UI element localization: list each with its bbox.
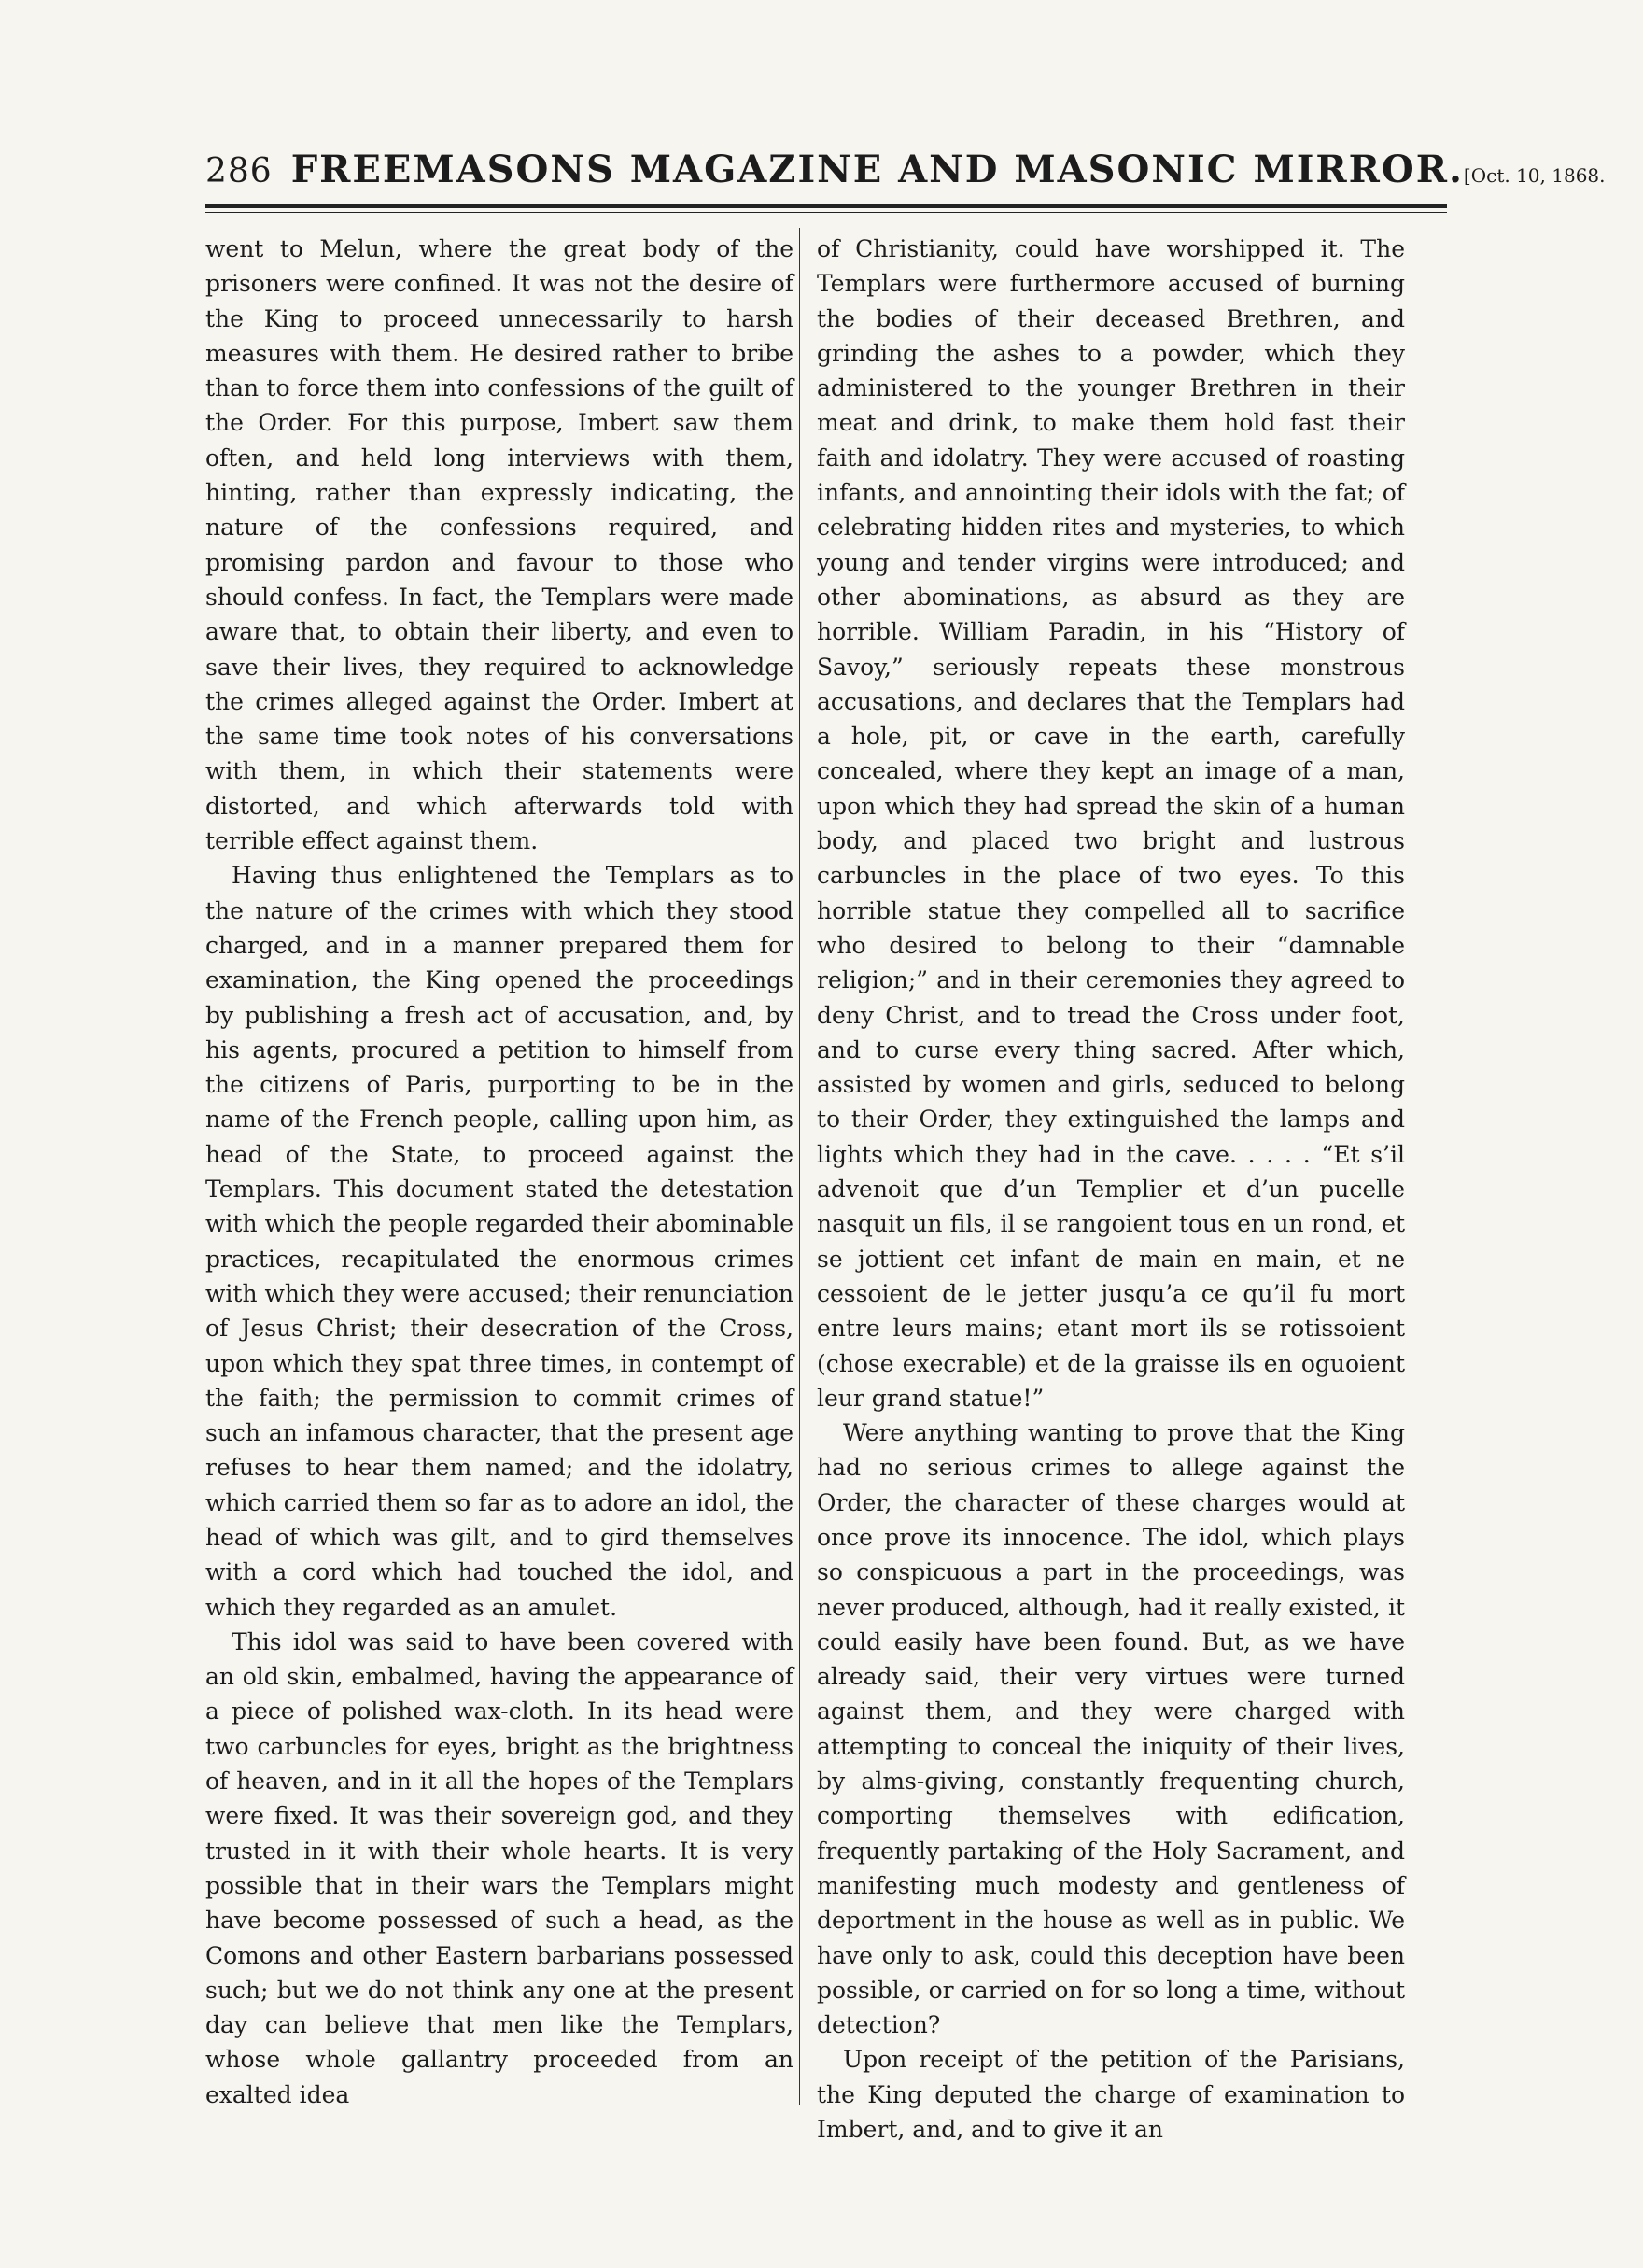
column-divider [799, 228, 800, 2105]
paragraph: This idol was said to have been covered with an old skin, embalmed, having the appearance of a piece of polished wax-cloth. In its head were two carbuncles for eyes, bright as the brightness of heaven, and in it all the hopes of the Templars were fixed. It was their sovereign god, and they trusted in it with their whole hearts. It is very possible that in their wars the Templars might have become possessed of such a head, as the Comons and other Eastern barbarians possessed such; but we do not think any one at the present day can believe that men like the Templars, whose whole gallantry proceeded from an exalted idea [205, 1627, 793, 2108]
page-header [205, 148, 1606, 194]
paragraph: Having thus enlightened the Templars as to the nature of the crimes with which they stood charged, and in a manner prepared them for examination, the King opened the proceedings by publishing a fresh act of accusation, and, by his agents, procured a petition to himself from the citizens of Paris, purporting to be in the name of the French people, calling upon him, as head of the State, to proceed against the Templars. This document stated the detestation with which the people regarded their abominable practices, recapitulated the enormous crimes with which they were accused; their renunciation of Jesus Christ; their desecration of the Cross, upon which they spat three times, in contempt of the faith; the permission to commit crimes of such an infamous character, that the present age refuses to hear them named; and the idolatry, which carried them so far as to adore an idol, the head of which was gilt, and to gird themselves with a cord which had touched the idol, and which they regarded as an amulet. [205, 862, 793, 1621]
right-column [817, 232, 1405, 2147]
header-rule-thin [205, 212, 1447, 213]
magazine-title: FREEMASONS MAGAZINE AND MASONIC MIRROR. [290, 148, 1464, 191]
header-rule [205, 204, 1447, 208]
paragraph: of Christianity, could have worshipped it. The Templars were furthermore accused of burning the bodies of their deceased Brethren, and grinding the ashes to a powder, which they administered to the younger Brethren in their meat and drink, to make them hold fast their faith and idolatry. They were accused of roasting infants, and annointing their idols with the fat; of celebrating hidden rites and mysteries, to which young and tender virgins were introduced; and other abominations, as absurd as they are horrible. William Paradin, in his “History of Savoy,” seriously repeats these monstrous accusations, and declares that the Templars had a hole, pit, or cave in the earth, carefully concealed, where they kept an image of a man, upon which they had spread the skin of a human body, and placed two bright and lustrous carbuncles in the place of two eyes. To this horrible statue they compelled all to sacrifice who desired to belong to their “damnable religion;” and in their ceremonies they agreed to deny Christ, and to tread the Cross under foot, and to curse every thing sacred. After which, assisted by women and girls, seduced to belong to their Order, they extinguished the lamps and lights which they had in the cave. . . . . “Et s’il advenoit que d’un Templier et d’un pucelle nasquit un fils, il se rangoient tous en un rond, et se jottient cet infant de main en main, et ne cessoient de le jetter jusqu’a ce qu’il fu mort entre leurs mains; etant mort ils se rotissoient (chose execrable) et de la graisse ils en oguoient leur grand statue!” [817, 235, 1405, 1412]
left-column [205, 232, 793, 2112]
paragraph: Upon receipt of the petition of the Parisians, the King deputed the charge of examination to Imbert, and, and to give it an [817, 2046, 1405, 2144]
issue-date: [Oct. 10, 1868. [1463, 164, 1606, 187]
page-number: 286 [205, 152, 273, 190]
paragraph: went to Melun, where the great body of the prisoners were confined. It was not the desire of the King to proceed unnecessarily to harsh measures with them. He desired rather to bribe than to force them into confessions of the guilt of the Order. For this purpose, Imbert saw them often, and held long interviews with them, hinting, rather than expressly indicating, the nature of the confessions required, and promising pardon and favour to those who should confess. In fact, the Templars were made aware that, to obtain their liberty, and even to save their lives, they required to acknowledge the crimes alleged against the Order. Imbert at the same time took notes of his conversations with them, in which their statements were distorted, and which afterwards told with terrible effect against them. [205, 235, 793, 855]
paragraph: Were anything wanting to prove that the King had no serious crimes to allege against the Order, the character of these charges would at once prove its innocence. The idol, which plays so conspicuous a part in the proceedings, was never produced, although, had it really existed, it could easily have been found. But, as we have already said, their very virtues were turned against them, and they were charged with attempting to conceal the iniquity of their lives, by alms-giving, constantly frequenting church, comporting themselves with edification, frequently partaking of the Holy Sacrament, and manifesting much modesty and gentleness of deportment in the house as well as in public. We have only to ask, could this deception have been possible, or carried on for so long a time, without detection? [817, 1419, 1405, 2039]
